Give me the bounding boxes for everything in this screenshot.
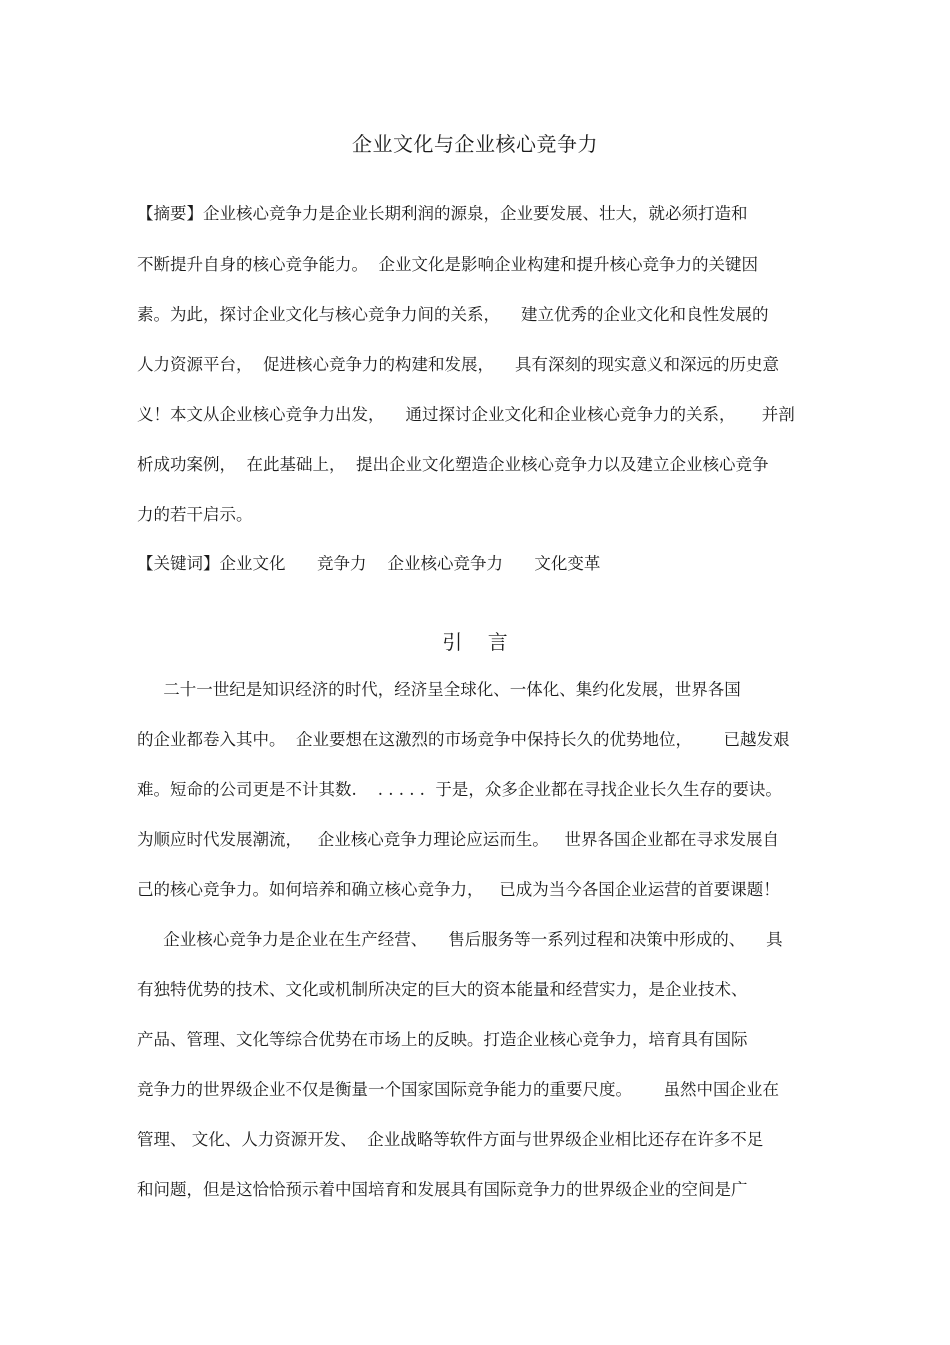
body-line: 和问题，但是这恰恰预示着中国培育和发展具有国际竞争力的世界级企业的空间是广 — [137, 1180, 748, 1199]
body-line: 难。短命的公司更是不计其数. . . . . . 于是，众多企业都在寻找企业长久生存的要诀。 — [137, 780, 782, 799]
abstract-line: 素。为此，探讨企业文化与核心竞争力间的关系， 建立优秀的企业文化和良性发展的 — [137, 305, 769, 324]
body-line: 产品、管理、文化等综合优势在市场上的反映。打造企业核心竞争力，培育具有国际 — [137, 1030, 748, 1049]
abstract-line: 析成功案例， 在此基础上， 提出企业文化塑造企业核心竞争力以及建立企业核心竞争 — [137, 455, 769, 474]
body-line: 有独特优势的技术、文化或机制所决定的巨大的资本能量和经营实力，是企业技术、 — [137, 980, 748, 999]
document-title: 企业文化与企业核心竞争力 — [352, 132, 598, 156]
body-line: 竞争力的世界级企业不仅是衡量一个国家国际竞争能力的重要尺度。 虽然中国企业在 — [137, 1080, 779, 1099]
keywords-line: 【关键词】企业文化 竞争力 企业核心竞争力 文化变革 — [137, 554, 601, 573]
body-line: 为顺应时代发展潮流， 企业核心竞争力理论应运而生。 世界各国企业都在寻求发展自 — [137, 830, 779, 849]
body-line: 管理、 文化、人力资源开发、 企业战略等软件方面与世界级企业相比还存在许多不足 — [137, 1130, 764, 1149]
intro-heading: 引 言 — [442, 630, 508, 654]
body-line: 企业核心竞争力是企业在生产经营、 售后服务等一系列过程和决策中形成的、 具 — [137, 930, 783, 949]
abstract-line: 义！本文从企业核心竞争力出发， 通过探讨企业文化和企业核心竞争力的关系， 并剖 — [137, 405, 795, 424]
abstract-line: 力的若干启示。 — [137, 505, 253, 524]
abstract-line: 【摘要】企业核心竞争力是企业长期利润的源泉，企业要发展、壮大，就必须打造和 — [137, 204, 748, 223]
body-line: 的企业都卷入其中。 企业要想在这激烈的市场竞争中保持长久的优势地位， 已越发艰 — [137, 730, 790, 749]
abstract-line: 不断提升自身的核心竞争能力。 企业文化是影响企业构建和提升核心竞争力的关键因 — [137, 255, 758, 274]
abstract-line: 人力资源平台， 促进核心竞争力的构建和发展， 具有深刻的现实意义和深远的历史意 — [137, 355, 779, 374]
body-line: 己的核心竞争力。如何培养和确立核心竞争力， 已成为当今各国企业运营的首要课题！ — [137, 880, 780, 899]
body-line: 二十一世纪是知识经济的时代，经济呈全球化、一体化、集约化发展，世界各国 — [137, 680, 741, 699]
